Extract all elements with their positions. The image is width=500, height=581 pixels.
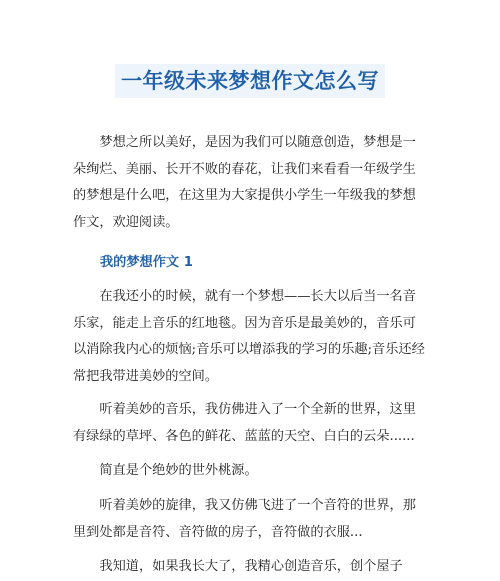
title-container (0, 64, 500, 98)
paragraph-3: 简直是个绝妙的世外桃源。 (99, 463, 258, 478)
paragraph-5: 我知道，如果我长大了，我精心创造音乐，创个屋子 (99, 559, 403, 574)
section-heading: 我的梦想作文 1 (100, 255, 193, 270)
paragraph-4: 听着美妙的旋律，我又仿佛飞进了一个音符的世界，那里到处都是音符、音符做的房子，音符做的衣服... (73, 498, 416, 540)
intro-paragraph: 梦想之所以美好，是因为我们可以随意创造，梦想是一朵绚烂、美丽、长开不败的春花，让我们来看看一年级学生的梦想是什么吧，在这里为大家提供小学生一年级我的梦想作文，欢迎阅读。 (73, 135, 416, 230)
paragraph-1: 在我还小的时候，就有一个梦想——长大以后当一名音乐家，能走上音乐的红地毯。因为音乐是最美妙的，音乐可以消除我内心的烦恼;音乐可以增添我的学习的乐趣;音乐还经常把我带进美妙的空间。 (73, 289, 425, 384)
paragraph-2: 听着美妙的音乐，我仿佛进入了一个全新的世界，这里有绿绿的草坪、各色的鲜花、蓝蓝的天空、白白的云朵...... (73, 402, 416, 444)
document-title: 一年级未来梦想作文怎么写 (115, 64, 385, 98)
